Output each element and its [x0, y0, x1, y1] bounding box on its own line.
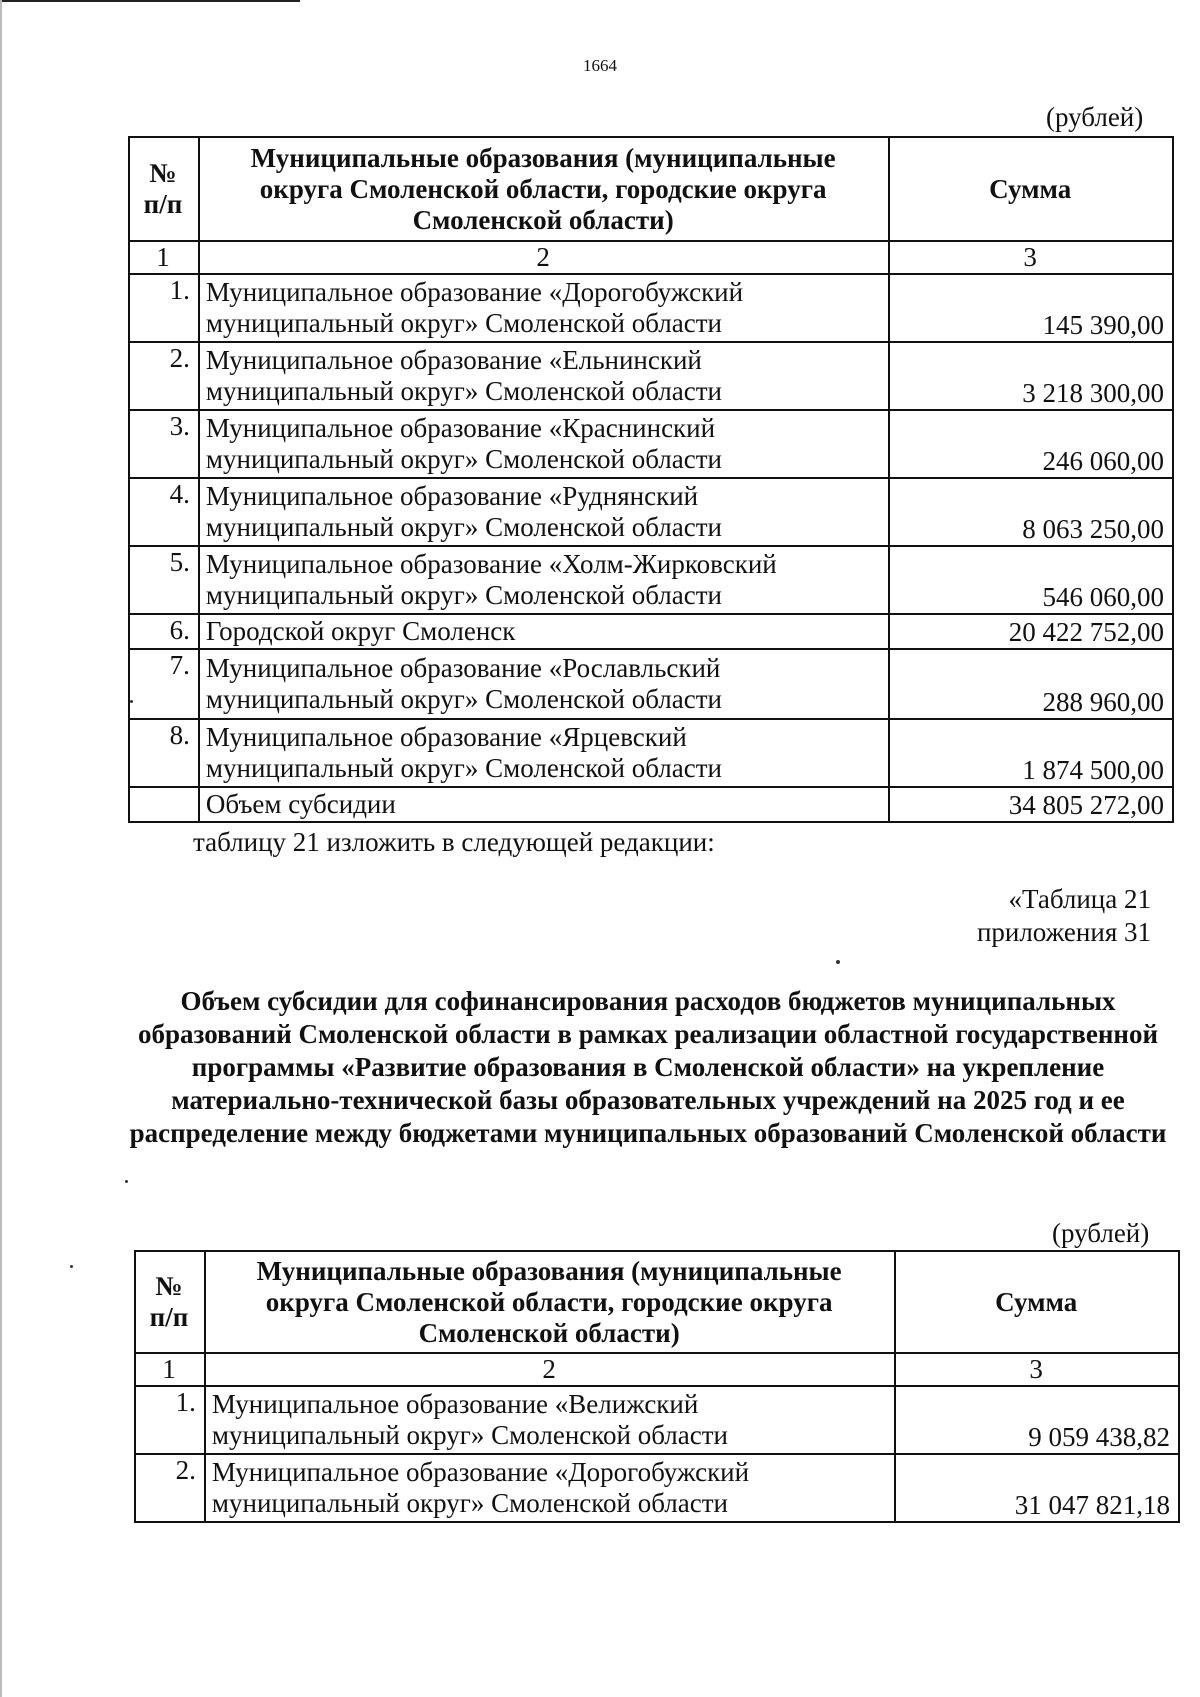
table-row — [129, 410, 1173, 478]
total-num-empty — [129, 787, 199, 822]
column-index-row — [135, 1353, 1179, 1386]
column-index-row — [129, 241, 1173, 274]
row-num: 3. — [129, 410, 199, 478]
table-header-row — [135, 1251, 1179, 1353]
scan-edge-top — [0, 0, 300, 2]
col-num-header: № п/п — [135, 1251, 205, 1353]
row-name: Муниципальное образование «Дорогобужский муниципальный округ» Смоленской области — [199, 274, 889, 342]
row-name: Муниципальное образование «Руднянский муниципальный округ» Смоленской области — [199, 478, 889, 546]
row-num: 6. — [129, 614, 199, 649]
row-num: 5. — [129, 546, 199, 614]
row-num: 2. — [129, 342, 199, 410]
table-ref-line1: «Таблица 21 — [1008, 884, 1151, 914]
row-sum: 20 422 752,00 — [889, 614, 1173, 649]
table-row — [129, 342, 1173, 410]
table-row — [129, 649, 1173, 719]
row-sum: 1 874 500,00 — [889, 719, 1173, 787]
col-index-3: 3 — [889, 241, 1173, 274]
col-name-header: Муниципальные образования (муниципальные округа Смоленской области, городские округа Смоленской области) — [199, 137, 889, 241]
row-name: Муниципальное образование «Холм-Жирковский муниципальный округ» Смоленской области — [199, 546, 889, 614]
row-sum: 8 063 250,00 — [889, 478, 1173, 546]
table-row — [135, 1386, 1179, 1454]
unit-label-2: (рублей) — [1052, 1218, 1150, 1248]
col-num-header: № п/п — [129, 137, 199, 241]
row-name: Муниципальное образование «Краснинский муниципальный округ» Смоленской области — [199, 410, 889, 478]
table-row — [129, 478, 1173, 546]
table-row — [129, 546, 1173, 614]
table-reference — [977, 883, 1151, 949]
row-name: Муниципальное образование «Дорогобужский муниципальный округ» Смоленской области — [205, 1454, 895, 1522]
scan-speck — [70, 1265, 73, 1268]
intro-text: таблицу 21 изложить в следующей редакции: — [193, 827, 715, 857]
row-sum: 9 059 438,82 — [895, 1386, 1179, 1454]
col-sum-header: Сумма — [895, 1251, 1179, 1353]
row-num: 2. — [135, 1454, 205, 1522]
row-num: 7. — [129, 649, 199, 719]
col-index-1: 1 — [135, 1353, 205, 1386]
col-name-header: Муниципальные образования (муниципальные округа Смоленской области, городские округа Смоленской области) — [205, 1251, 895, 1353]
row-sum: 288 960,00 — [889, 649, 1173, 719]
page-number: 1664 — [583, 56, 617, 75]
table-row — [129, 719, 1173, 787]
row-sum: 145 390,00 — [889, 274, 1173, 342]
total-label: Объем субсидии — [199, 787, 889, 822]
col-index-1: 1 — [129, 241, 199, 274]
row-num: 1. — [129, 274, 199, 342]
col-index-2: 2 — [205, 1353, 895, 1386]
scan-speck — [125, 1180, 128, 1183]
row-name: Муниципальное образование «Ярцевский муниципальный округ» Смоленской области — [199, 719, 889, 787]
scan-edge-left — [0, 0, 2, 1697]
row-sum: 3 218 300,00 — [889, 342, 1173, 410]
col-index-2: 2 — [199, 241, 889, 274]
total-row — [129, 787, 1173, 822]
row-name: Муниципальное образование «Велижский муниципальный округ» Смоленской области — [205, 1386, 895, 1454]
row-num: 8. — [129, 719, 199, 787]
table-row — [129, 274, 1173, 342]
table-ref-line2: приложения 31 — [976, 917, 1151, 947]
col-index-3: 3 — [895, 1353, 1179, 1386]
row-sum: 246 060,00 — [889, 410, 1173, 478]
col-sum-header: Сумма — [889, 137, 1173, 241]
table-header-row — [129, 137, 1173, 241]
row-num: 1. — [135, 1386, 205, 1454]
row-name: Муниципальное образование «Рославльский муниципальный округ» Смоленской области — [199, 649, 889, 719]
table-row — [135, 1454, 1179, 1522]
scan-speck — [130, 700, 133, 703]
row-name: Городской округ Смоленск — [199, 614, 889, 649]
total-sum: 34 805 272,00 — [889, 787, 1173, 822]
table-row — [129, 614, 1173, 649]
row-num: 4. — [129, 478, 199, 546]
row-sum: 546 060,00 — [889, 546, 1173, 614]
subsidy-table-2 — [134, 1250, 1180, 1523]
unit-label-1: (рублей) — [1046, 102, 1144, 132]
document-heading: Объем субсидии для софинансирования расходов бюджетов муниципальных образований Смоленской области в рамках реализации областной государственной программы «Развитие образования в Смоленской области» на укрепление материально-технической базы образовательных учреждений на 2025 год и ее распределение между бюджетами муниципальных образований Смоленской области — [129, 986, 1167, 1148]
subsidy-table-1 — [128, 136, 1174, 823]
row-name: Муниципальное образование «Ельнинский муниципальный округ» Смоленской области — [199, 342, 889, 410]
row-sum: 31 047 821,18 — [895, 1454, 1179, 1522]
scan-speck — [836, 960, 840, 964]
